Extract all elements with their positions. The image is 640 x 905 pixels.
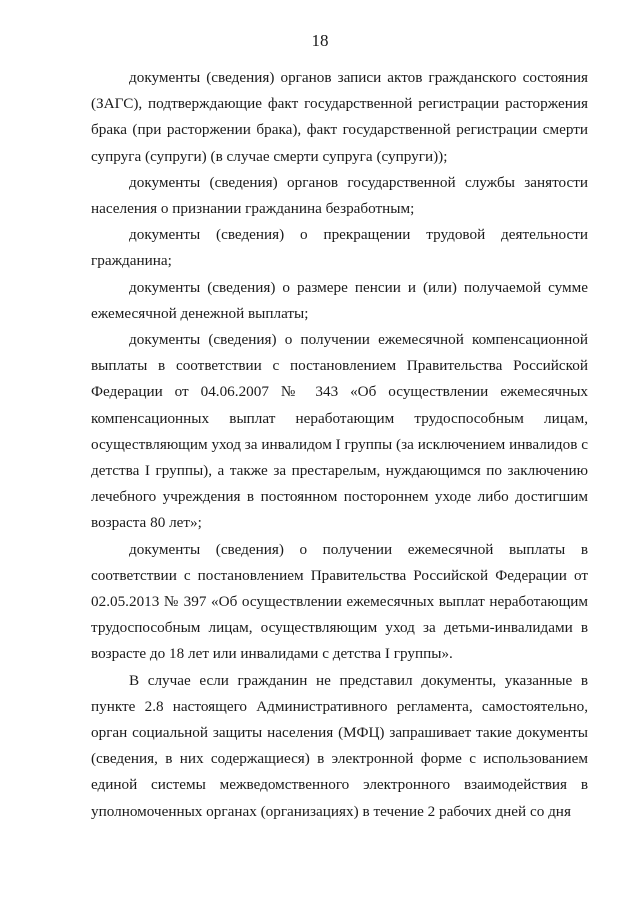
paragraph-zags: документы (сведения) органов записи актов гражданского состояния (ЗАГС), подтверждающие факт государственной регистрации расторжения брака (при расторжении брака), факт государственной регистрации смерти супруга (супруги) (в случае смерти супруга (супруги)); (91, 69, 588, 165)
paragraph-pension-amount: документы (сведения) о размере пенсии и (или) получаемой сумме ежемесячной денежной выплаты; (91, 278, 588, 322)
page-number: 18 (311, 31, 329, 50)
paragraph-employment-service: документы (сведения) органов государственной службы занятости населения о признании гражданина безработным; (91, 173, 588, 218)
paragraph-compensation-payment-343: документы (сведения) о получении ежемесячной компенсационной выплаты в соответствии с постановлением Правительства Российской Федерации от 04.06.2007 № 343 «Об осуществлении ежемесячных компенсационных выплат неработающим трудоспособным лицам, осуществляющим уход за инвалидом I группы (за исключением инвалидов с детства I группы), а также за престарелым, нуждающимся по заключению лечебного учреждения в постоянном постороннем уходе либо достигшим возраста 80 лет»; (91, 331, 588, 532)
paragraph-interagency-request: В случае если гражданин не представил документы, указанные в пункте 2.8 настоящего Административного регламента, самостоятельно, орган социальной защиты населения (МФЦ) запрашивает такие документы (сведения, в них содержащиеся) в электронной форме с использованием единой системы межведомственного электронного взаимодействия в уполномоченных органах (организациях) в течение 2 рабочих дней со дня (91, 671, 588, 820)
document-body (91, 65, 588, 825)
paragraph-monthly-payment-397: документы (сведения) о получении ежемесячной выплаты в соответствии с постановлением Правительства Российской Федерации от 02.05.2013 № 397 «Об осуществлении ежемесячных выплат неработающим трудоспособным лицам, осуществляющим уход за детьми-инвалидами в возрасте до 18 лет или инвалидами с детства I группы». (91, 540, 588, 663)
paragraph-termination-of-work: документы (сведения) о прекращении трудовой деятельности гражданина; (91, 226, 588, 270)
